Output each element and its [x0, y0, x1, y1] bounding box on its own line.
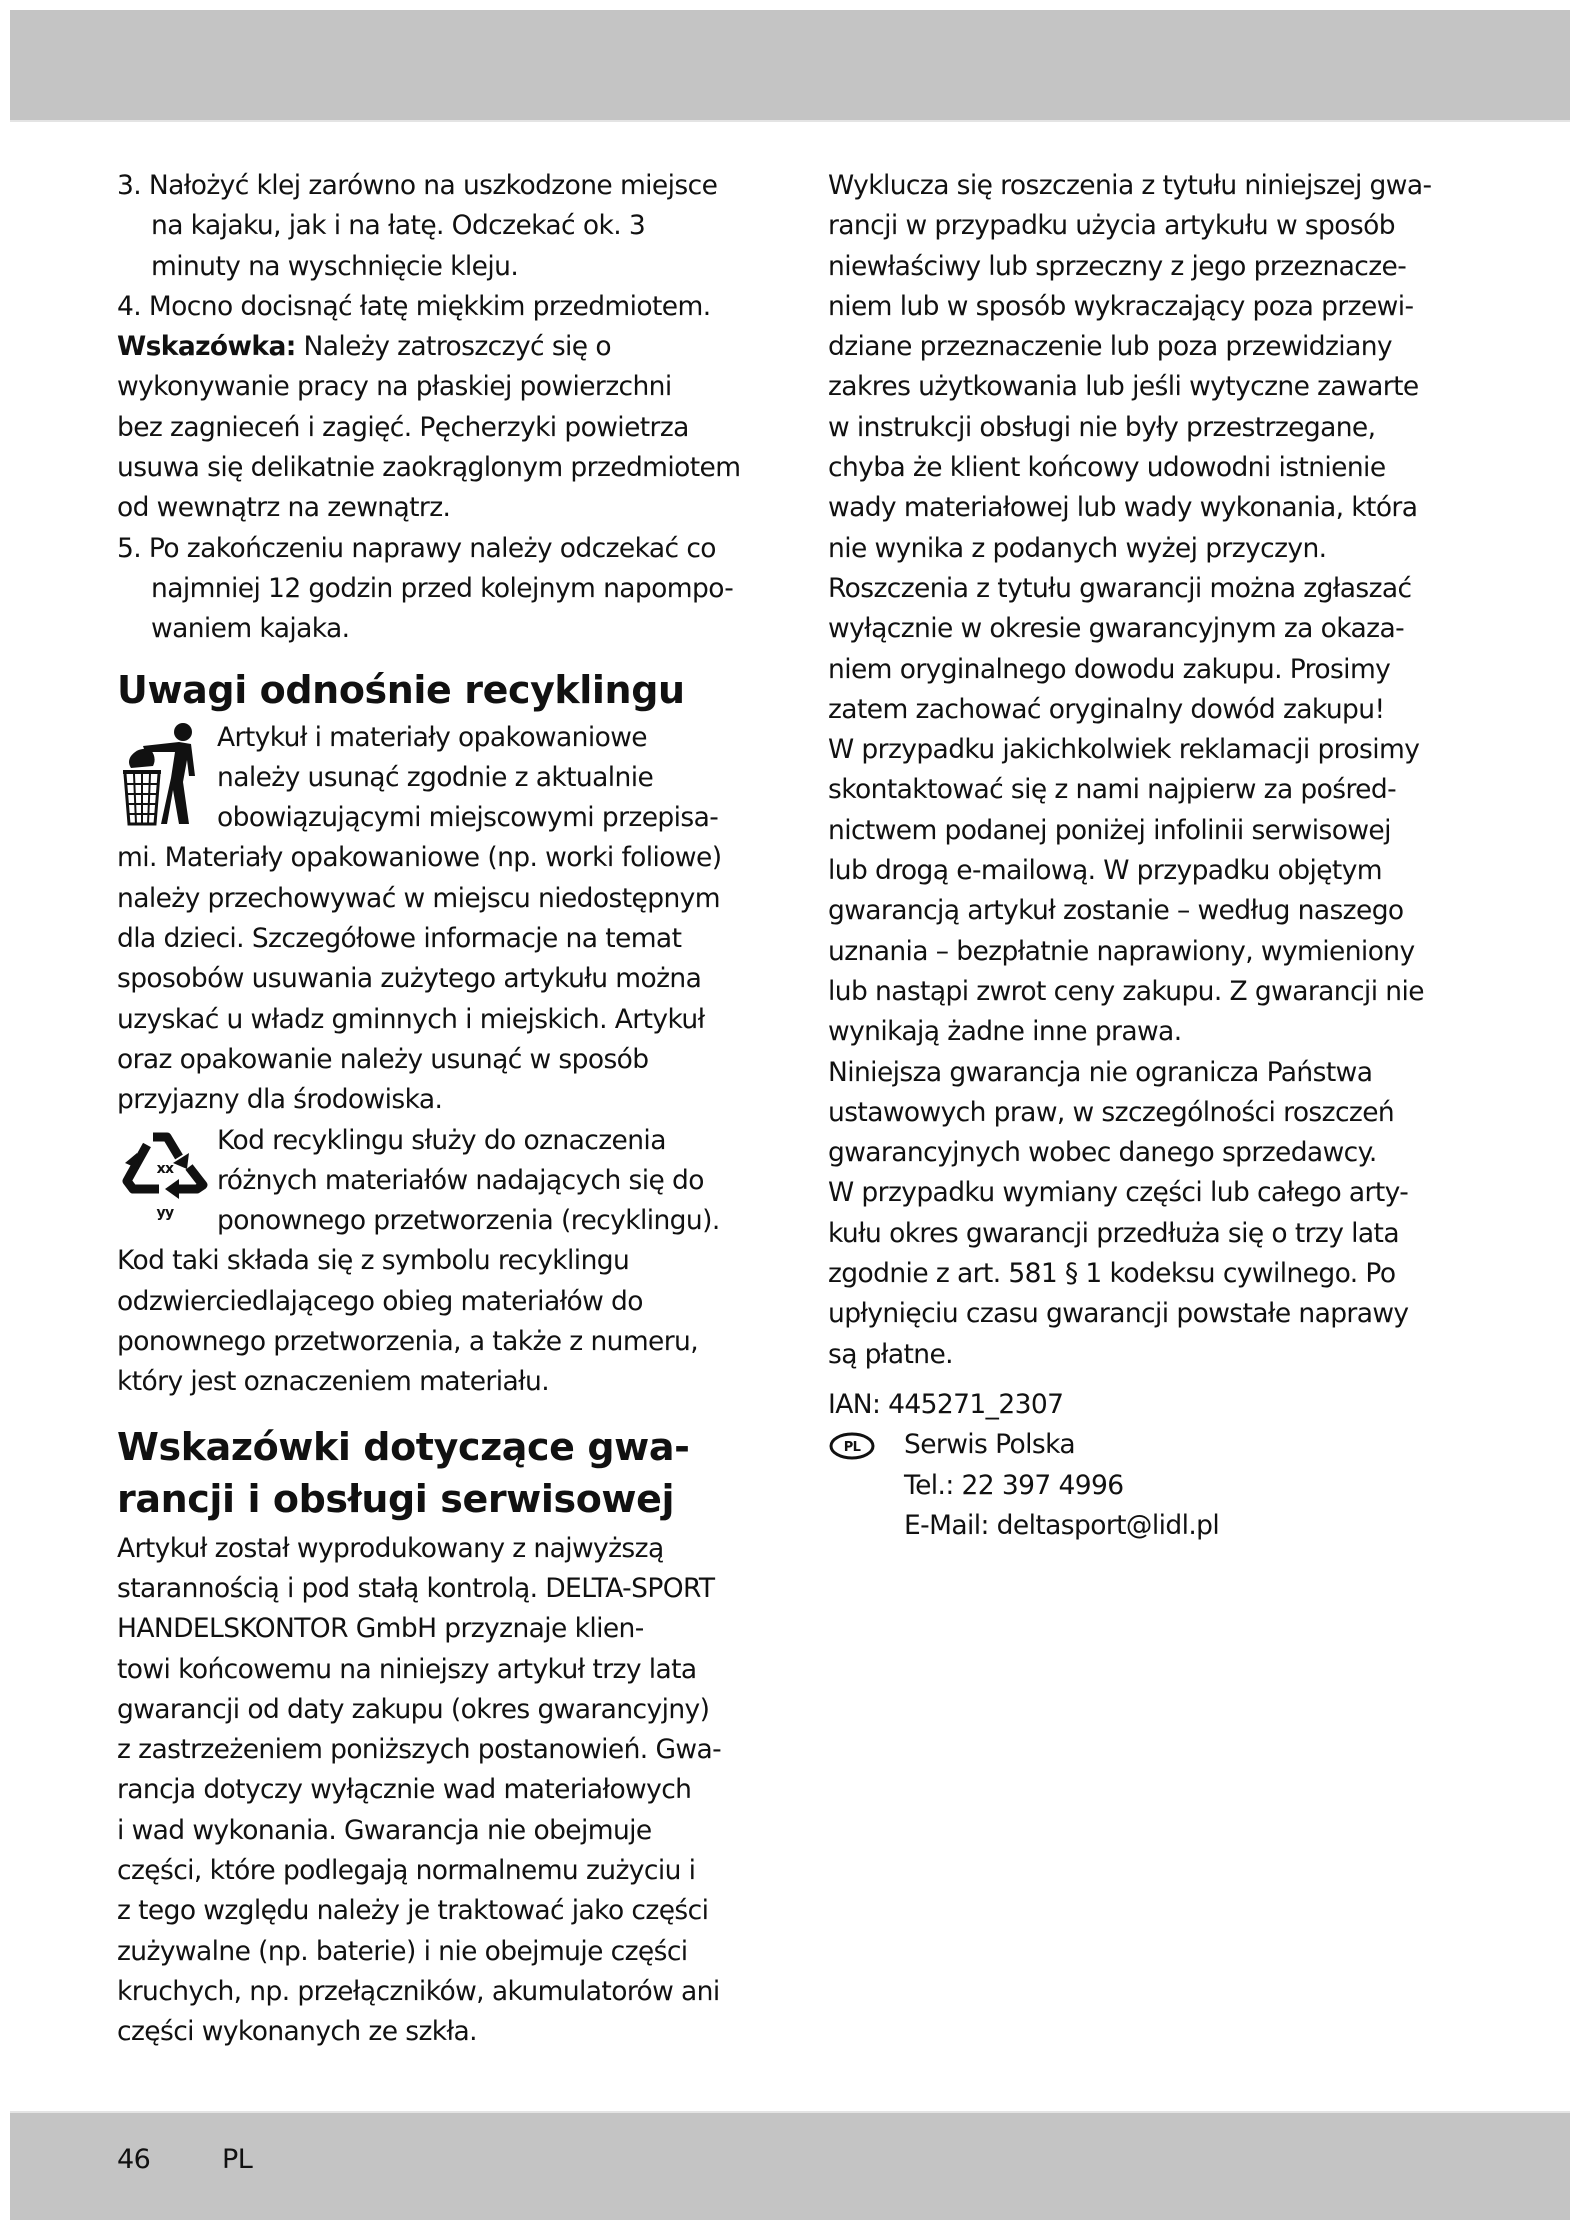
tip-label: Wskazówka:: [117, 331, 296, 363]
service-contact: [828, 1425, 1458, 1546]
svg-text:xx: xx: [156, 1160, 174, 1177]
svg-text:PL: PL: [843, 1440, 861, 1456]
step-number: 4.: [117, 290, 142, 322]
step-number: 3.: [117, 170, 142, 201]
right-column: [828, 166, 1458, 1546]
ian-number: IAN: 445271_2307: [828, 1388, 1064, 1420]
step-4: 4. Mocno docisnąć łatę miękkim przedmiotem.: [117, 290, 711, 322]
service-name: Serwis Polska: [904, 1429, 1076, 1461]
svg-text:yy: yy: [156, 1204, 174, 1221]
tip-note: Wskazówka: Należy zatroszczyć się o wykonywanie pracy na płaskiej powierzchni bez zagnieceń i zagięć. Pęcherzyki powietrza usuwa się delikatnie zaokrąglonym przedmiotem od wewnątrz na zewnątrz.: [117, 331, 741, 524]
trash-bin-disposal-icon: [117, 720, 213, 828]
step-5: 5. Po zakończeniu naprawy należy odczekać co najmniej 12 godzin przed kolejnym napompo- waniem kajaka.: [117, 532, 734, 645]
left-column: [117, 166, 777, 2052]
service-email: E-Mail: deltasport@lidl.pl: [904, 1509, 1220, 1541]
language-code: PL: [222, 2144, 253, 2175]
service-phone: Tel.: 22 397 4996: [904, 1469, 1124, 1501]
warranty-body: Artykuł został wyprodukowany z najwyższą starannością i pod stałą kontrolą. DELTA-SPORT HANDELSKONTOR GmbH przyznaje klien- towi końcowemu na niniejszy artykuł trzy lata gwarancji od daty zakupu (okres gwarancyjny) z zastrzeżeniem poniższych postanowień. Gwa- rancja dotyczy wyłącznie wad materiałowych i wad wykonania. Gwarancja nie obejmuje części, które podlegają normalnemu zużyciu i z tego względu należy je traktować jako części zużywalne (np. baterie) i nie obejmuje części kruchych, np. przełączników, akumulatorów ani części wykonanych ze szkła.: [117, 1532, 722, 2048]
pl-country-badge-icon: [828, 1431, 876, 1461]
warranty-heading: Wskazówki dotyczące gwa- rancji i obsługi serwisowej: [117, 1424, 690, 1521]
recycling-code-icon: [117, 1123, 213, 1231]
header-bar: [10, 10, 1570, 122]
warranty-exclusions-text: Wyklucza się roszczenia z tytułu niniejszej gwa- rancji w przypadku użycia artykułu w sposób niewłaściwy lub sprzeczny z jego przeznacze- niem lub w sposób wykraczający poza przewi- dziane przeznaczenie lub poza przewidziany zakres użytkowania lub jeśli wytyczne zawarte w instrukcji obsługi nie były przestrzegane, chyba że klient końcowy udowodni istnienie wady materiałowej lub wady wykonania, która nie wynika z podanych wyżej przyczyn. Roszczenia z tytułu gwarancji można zgłaszać wyłącznie w okresie gwarancyjnym za okaza- niem oryginalnego dowodu zakupu. Prosimy zatem zachować oryginalny dowód zakupu! W przypadku jakichkolwiek reklamacji prosimy skontaktować się z nami najpierw za pośred- nictwem podanej poniżej infolinii serwisowej lub drogą e-mailową. W przypadku objętym gwarancją artykuł zostanie – według naszego uznania – bezpłatnie naprawiony, wymieniony lub nastąpi zwrot ceny zakupu. Z gwarancji nie wynikają żadne inne prawa. Niniejsza gwarancja nie ogranicza Państwa ustawowych praw, w szczególności roszczeń gwarancyjnych wobec danego sprzedawcy. W przypadku wymiany części lub całego arty- kułu okres gwarancji przedłuża się o trzy lata zgodnie z art. 581 § 1 kodeksu cywilnego. Po upłynięciu czasu gwarancji powstałe naprawy są płatne.: [828, 170, 1432, 1370]
disposal-block: Artykuł i materiały opakowaniowe należy usunąć zgodnie z aktualnie obowiązującymi miejscowymi przepisa- mi. Materiały opakowaniowe (np. worki foliowe) należy przechowywać w miejscu niedostępnym dla dzieci. Szczegółowe informacje na temat sposobów usuwania zużytego artykułu można uzyskać u władz gminnych i miejskich. Artykuł oraz opakowanie należy usunąć w sposób przyjazny dla środowiska.: [117, 721, 722, 1116]
recycling-heading: Uwagi odnośnie recyklingu: [117, 667, 685, 712]
page-number: 46: [117, 2144, 151, 2175]
step-number: 5.: [117, 532, 142, 564]
recycling-code-block: xx yy Kod recyklingu służy do oznaczenia różnych materiałów nadających się do ponownego przetworzenia (recyklingu). Kod taki składa się z symbolu recyklingu odzwierciedlającego obieg materiałów do ponownego przetworzenia, a także z numeru, który jest oznaczeniem materiału.: [117, 1124, 720, 1398]
step-3: 3. Nałożyć klej zarówno na uszkodzone miejsce na kajaku, jak i na łatę. Odczekać ok. 3 minuty na wyschnięcie kleju.: [117, 170, 718, 282]
